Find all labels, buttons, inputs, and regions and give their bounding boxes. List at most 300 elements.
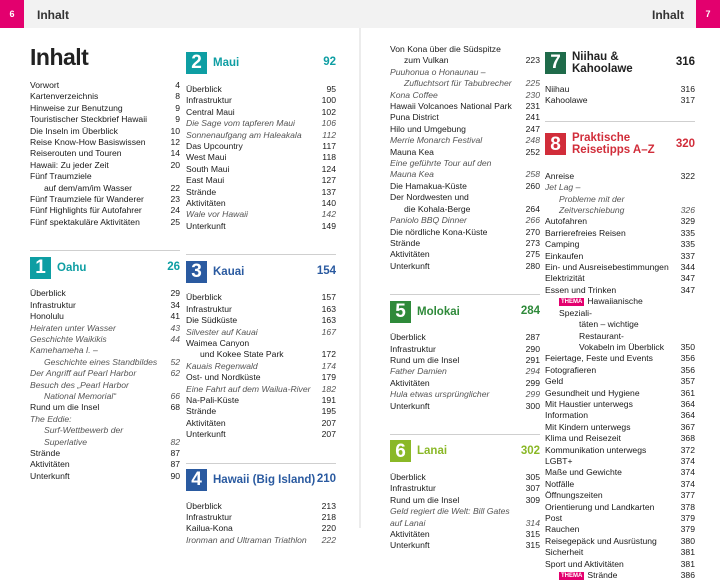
toc-entry-page: 357 [680,376,695,387]
toc-entry[interactable] [545,502,695,513]
front-matter-list [30,80,180,228]
toc-entry[interactable] [390,227,540,238]
toc-entry[interactable] [30,402,180,413]
chapter-list-reisetipps [545,171,695,581]
toc-entry-page: 222 [321,534,336,545]
toc-entry[interactable] [30,311,180,322]
toc-entry-title: Hawaii Volcanoes National Park [390,101,512,112]
toc-entry-page: 307 [525,483,540,494]
toc-entry[interactable] [30,345,180,356]
toc-entry-title: Geschichte Waikikis [30,333,107,344]
right-page-number: 7 [696,0,720,28]
toc-entry-title: Aktivitäten [30,459,70,470]
toc-entry-page: 361 [680,387,695,398]
toc-entry[interactable] [186,315,336,326]
toc-entry-page: 225 [525,78,540,89]
toc-entry[interactable] [390,44,540,55]
chapter-number: 2 [186,52,207,74]
toc-entry-title: East Maui [186,175,225,186]
chapter-heading-niihau[interactable] [545,46,695,78]
toc-entry-title: Fünf Highlights für Autofahrer [30,205,142,216]
toc-entry-title: Kahoolawe [545,95,588,106]
toc-entry[interactable] [30,194,180,205]
toc-entry-title: Wale vor Hawaii [186,209,248,220]
toc-entry-title: Unterkunft [390,540,430,551]
toc-entry-page: 149 [321,220,336,231]
toc-entry-title: Das Upcountry [186,141,243,152]
toc-entry[interactable] [30,114,180,125]
chapter-list-oahu [30,288,180,482]
toc-entry[interactable] [545,456,695,467]
toc-entry-title: Hula etwas ursprünglicher [390,389,490,400]
toc-entry-title: Besuch des „Pearl Harbor [30,379,129,390]
toc-entry-title: The Eddie: [30,413,72,424]
toc-entry-title: Notfälle [545,478,575,489]
toc-entry-page: 248 [525,135,540,146]
chapter-page: 210 [316,473,336,486]
toc-entry[interactable] [545,524,695,535]
toc-entry-page: 100 [321,95,336,106]
toc-entry[interactable] [30,80,180,91]
chapter-heading-maui[interactable] [186,46,336,78]
toc-entry-page: 163 [321,315,336,326]
toc-entry-page: 207 [321,417,336,428]
toc-entry-title: Ein- und Ausreisebestimmungen [545,262,669,273]
toc-entry-title: Aktivitäten [390,529,430,539]
toc-entry-title: auf dem/am/im Wasser [44,182,133,193]
toc-entry-page: 326 [680,205,695,216]
toc-entry-page: 356 [680,353,695,364]
toc-entry-title: Vorwort [30,80,60,90]
toc-entry-page: 379 [680,513,695,523]
toc-entry[interactable] [390,483,540,494]
toc-entry[interactable] [390,124,540,135]
toc-entry-title: THEMA Strände [561,570,618,581]
toc-entry-page: 9 [175,114,180,125]
toc-entry[interactable] [545,388,695,399]
toc-entry[interactable] [30,126,180,137]
toc-entry[interactable] [390,378,540,389]
toc-entry[interactable] [390,101,540,112]
toc-entry[interactable] [545,262,695,273]
toc-entry-page: 270 [525,226,540,237]
toc-entry-title: Probleme mit der Zeitverschiebung [559,193,625,216]
toc-entry[interactable] [390,540,540,551]
toc-entry-page: 344 [680,262,695,273]
toc-entry[interactable] [186,175,336,186]
toc-entry-page: 34 [170,299,180,310]
toc-entry-title: Überblick [186,84,222,94]
toc-entry[interactable] [545,353,695,364]
toc-entry[interactable] [545,84,695,95]
toc-entry[interactable] [30,205,180,216]
toc-entry-page: 163 [321,303,336,314]
chapter-page: 26 [167,261,180,274]
toc-entry-title: Rund um die Insel [30,402,100,413]
toc-entry[interactable] [545,467,695,478]
chapter-list-niihau [545,84,695,107]
toc-entry-page: 260 [525,180,540,191]
toc-entry-page: 41 [170,311,180,322]
toc-entry-title: Infrastruktur [186,303,232,314]
toc-entry[interactable] [390,215,540,226]
toc-entry-page: 14 [170,148,180,159]
toc-entry[interactable] [545,570,695,581]
toc-entry[interactable] [30,471,180,482]
toc-entry[interactable] [186,429,336,440]
toc-entry-title: Central Maui [186,106,235,117]
toc-entry[interactable] [30,300,180,311]
chapter-number: 7 [545,52,566,74]
toc-entry[interactable] [30,425,180,448]
toc-entry-page: 299 [525,389,540,400]
toc-entry-title: Mit Kindern unterwegs [545,421,631,432]
toc-entry[interactable] [390,506,540,529]
toc-entry[interactable] [186,395,336,406]
toc-entry-title: Hawaii: Zu jeder Zeit [30,159,109,170]
toc-entry-title: Klima und Reisezeit [545,433,621,444]
chapter-page: 320 [675,137,695,150]
toc-entry[interactable] [186,107,336,118]
chapter-name [572,132,676,156]
toc-entry[interactable] [30,288,180,299]
toc-entry-title: South Maui [186,163,230,174]
toc-entry-page: 44 [170,333,180,344]
toc-entry[interactable] [545,445,695,456]
toc-entry[interactable] [30,103,180,114]
toc-entry[interactable] [390,495,540,506]
toc-entry[interactable] [390,147,540,158]
toc-entry-title: Fünf spektakuläre Aktivitäten [30,216,140,227]
toc-entry-page: 124 [321,163,336,174]
toc-entry-title: Eine Fahrt auf dem Wailua-River [186,383,311,394]
toc-entry-page: 314 [525,517,540,528]
toc-entry[interactable] [545,399,695,410]
toc-entry-title: Überblick [30,288,66,299]
chapter-heading-oahu[interactable] [30,250,180,282]
toc-entry-title: Post [545,513,563,523]
toc-entry-title: Infrastruktur [390,483,436,494]
toc-entry-page: 8 [175,91,180,102]
toc-entry[interactable] [186,349,336,360]
toc-entry[interactable] [390,355,540,366]
toc-entry[interactable] [30,414,180,425]
toc-entry-page: 294 [525,366,540,377]
toc-entry[interactable] [545,273,695,284]
chapter-page: 302 [520,444,540,457]
chapter-list-maui [186,84,336,232]
toc-entry-title: Fotografieren [545,364,597,375]
chapter-heading-kauai[interactable] [186,254,336,286]
toc-entry-title: Waimea Canyon [186,337,250,348]
toc-entry-page: 106 [321,118,336,129]
toc-entry[interactable] [30,323,180,334]
toc-entry-page: 329 [680,216,695,227]
toc-entry[interactable] [186,95,336,106]
toc-entry-page: 220 [321,523,336,534]
chapter-heading-reisetipps[interactable] [545,121,695,165]
toc-entry-page: 356 [680,364,695,375]
toc-entry-title: Geld [545,376,564,387]
left-page-number: 6 [0,0,24,28]
chapter-number: 1 [30,257,51,279]
toc-entry-title: Reise Know-How Basiswissen [30,137,146,148]
toc-entry[interactable] [545,376,695,387]
toc-entry-page: 172 [321,349,336,360]
toc-entry-page: 309 [525,494,540,505]
toc-entry-page: 90 [170,470,180,481]
toc-entry-title: die Kohala-Berge [404,203,471,214]
toc-entry-page: 195 [321,406,336,417]
toc-entry[interactable] [545,342,695,353]
toc-entry[interactable] [186,384,336,395]
chapter-number: 5 [390,301,411,323]
toc-entry[interactable] [545,171,695,182]
toc-entry[interactable] [30,448,180,459]
toc-entry-title: Kailua-Kona [186,523,233,534]
toc-entry[interactable] [186,406,336,417]
toc-entry[interactable] [30,217,180,228]
toc-entry[interactable] [30,160,180,171]
toc-entry-title: Honolulu [30,311,64,322]
toc-entry[interactable] [390,90,540,101]
toc-entry[interactable] [186,512,336,523]
chapter-page: 92 [323,56,336,69]
toc-entry-page: 12 [170,137,180,148]
toc-entry[interactable] [390,158,540,181]
toc-entry[interactable] [390,401,540,412]
toc-entry[interactable] [545,410,695,421]
toc-entry-title: Orientierung und Landkarten [545,501,655,512]
chapter-heading-big-island[interactable] [186,463,336,495]
toc-entry[interactable] [545,559,695,570]
toc-entry[interactable] [186,164,336,175]
chapter-heading-lanai[interactable] [390,434,540,466]
toc-entry[interactable] [30,171,180,182]
toc-entry-title: Ost- und Nordküste [186,372,261,383]
toc-entry[interactable] [186,118,336,129]
toc-entry[interactable] [186,209,336,220]
toc-entry[interactable] [545,182,695,193]
toc-entry-title: Unterkunft [390,400,430,411]
chapter-page: 284 [520,304,540,317]
toc-entry[interactable] [186,501,336,512]
toc-entry[interactable] [186,130,336,141]
chapter-name-line-1: Praktische [572,132,631,145]
toc-entry-page: 102 [321,106,336,117]
toc-entry[interactable] [186,535,336,546]
toc-entry[interactable] [545,365,695,376]
column-1 [30,44,180,482]
toc-entry-page: 335 [680,227,695,238]
toc-entry-page: 315 [525,529,540,539]
toc-entry-page: 364 [680,410,695,421]
toc-entry[interactable] [545,547,695,558]
toc-entry[interactable] [545,285,695,296]
toc-entry-page: 95 [326,84,336,94]
toc-entry[interactable] [186,187,336,198]
toc-entry[interactable] [390,529,540,540]
toc-entry[interactable] [186,523,336,534]
toc-entry[interactable] [186,84,336,95]
toc-entry[interactable] [186,304,336,315]
toc-entry-title: Sport und Aktivitäten [545,558,624,569]
toc-entry[interactable] [545,433,695,444]
toc-entry-title: Zufluchtsort für Tabubrecher [404,78,512,89]
toc-entry-page: 10 [170,125,180,136]
column-3 [390,44,540,552]
toc-entry-title: Gesundheit und Hygiene [545,387,640,398]
toc-entry-page: 223 [525,55,540,66]
toc-entry-page: 137 [321,186,336,197]
toc-entry[interactable] [390,181,540,192]
toc-entry[interactable] [186,338,336,349]
toc-entry-title: National Memorial“ [44,390,117,401]
toc-entry-page: 87 [170,447,180,458]
toc-entry-page: 23 [170,194,180,205]
toc-entry[interactable] [390,67,540,78]
toc-entry[interactable] [390,55,540,66]
toc-entry[interactable] [30,391,180,402]
toc-entry[interactable] [390,261,540,272]
toc-entry[interactable] [30,357,180,368]
toc-entry-title: Überblick [186,500,222,511]
toc-entry-page: 335 [680,239,695,250]
toc-entry[interactable] [545,95,695,106]
toc-entry[interactable] [390,366,540,377]
toc-entry[interactable] [390,192,540,203]
toc-entry-page: 43 [170,322,180,333]
toc-entry[interactable] [186,152,336,163]
toc-entry-title: Surf-Wettbewerb der Superlative [44,425,124,447]
toc-entry-title: Fünf Traumziele für Wanderer [30,194,144,205]
chapter-name: Molokai [417,305,460,318]
chapter-page: 316 [675,56,695,69]
toc-entry[interactable] [186,361,336,372]
toc-entry[interactable] [390,249,540,260]
chapter-list-kauai [186,292,336,440]
toc-entry[interactable] [545,536,695,547]
toc-entry-title: und Kokee State Park [200,349,284,360]
chapter-name: Hawaii (Big Island) [213,474,316,487]
page-gutter [359,28,361,528]
toc-entry[interactable] [30,334,180,345]
toc-entry-page: 280 [525,260,540,271]
toc-entry[interactable] [186,198,336,209]
toc-entry-title: Unterkunft [30,470,70,481]
toc-entry[interactable] [30,91,180,102]
toc-entry[interactable] [390,112,540,123]
toc-entry-page: 381 [680,558,695,569]
toc-entry-title: Reisegepäck und Ausrüstung [545,535,657,546]
toc-entry[interactable] [30,148,180,159]
toc-entry[interactable] [30,368,180,379]
toc-entry[interactable] [186,327,336,338]
toc-entry-page: 87 [170,459,180,470]
toc-entry[interactable] [186,141,336,152]
toc-entry-title: Infrastruktur [186,511,232,522]
toc-entry-page: 379 [680,524,695,535]
toc-entry-title: Infrastruktur [390,343,436,354]
toc-entry-title: Elektrizität [545,273,585,284]
toc-entry[interactable] [545,422,695,433]
toc-entry-title: Einkaufen [545,250,584,261]
toc-entry-title: Strände [186,406,217,417]
column-2 [186,44,336,546]
toc-entry[interactable] [30,380,180,391]
toc-entry-title: Kauais Regenwald [186,360,258,371]
toc-entry-title: Sonnenaufgang am Haleakala [186,129,302,140]
toc-entry-title: Feiertage, Feste und Events [545,353,653,364]
contents-title: Inhalt [30,44,89,70]
toc-entry[interactable] [186,221,336,232]
toc-entry-title: Von Kona über die Südspitze [390,44,501,54]
toc-entry[interactable] [390,344,540,355]
toc-entry-title: Die Hamakua-Küste [390,180,467,191]
toc-entry-page: 315 [525,540,540,551]
toc-entry-page: 367 [680,421,695,432]
toc-entry[interactable] [390,135,540,146]
toc-entry[interactable] [390,238,540,249]
toc-entry-title: Maße und Gewichte [545,467,622,478]
toc-entry[interactable] [545,513,695,524]
toc-entry[interactable] [30,183,180,194]
toc-entry[interactable] [390,472,540,483]
toc-entry-page: 347 [680,284,695,295]
toc-entry[interactable] [545,479,695,490]
toc-entry-title: LGBT+ [545,455,573,466]
toc-entry-page: 82 [170,436,180,447]
toc-entry-page: 218 [321,511,336,522]
toc-entry[interactable] [545,216,695,227]
chapter-name: Oahu [57,261,87,274]
toc-entry-page: 378 [680,501,695,512]
toc-entry-page: 22 [170,182,180,193]
toc-entry-title: Heiraten unter Wasser [30,322,116,333]
toc-entry-page: 266 [525,215,540,226]
toc-entry-page: 374 [680,467,695,478]
toc-entry[interactable] [390,389,540,400]
toc-entry[interactable] [545,228,695,239]
toc-entry-title: Die Südküste [186,315,238,326]
toc-entry[interactable] [545,490,695,501]
toc-entry-title: Mauna Kea [390,146,434,157]
toc-entry[interactable] [186,372,336,383]
toc-entry-title: Vokabeln im Überblick [579,341,665,352]
toc-entry-title: Aktivitäten [186,417,226,428]
toc-entry[interactable] [390,204,540,215]
toc-entry[interactable] [545,194,695,217]
toc-entry-title: Fünf Traumziele [30,171,92,182]
toc-entry[interactable] [545,319,695,342]
toc-entry-page: 380 [680,535,695,546]
toc-entry[interactable] [390,78,540,89]
toc-entry-page: 213 [321,500,336,511]
toc-entry[interactable] [186,292,336,303]
toc-entry-title: Der Angriff auf Pearl Harbor [30,368,137,379]
chapter-name: Niihau & Kahoolawe [572,51,633,75]
toc-entry[interactable] [30,137,180,148]
toc-entry[interactable] [545,296,695,319]
toc-entry[interactable] [545,251,695,262]
toc-entry-title: Geschichte eines Standbildes [44,356,158,367]
toc-entry[interactable] [545,239,695,250]
toc-entry[interactable] [390,332,540,343]
toc-entry[interactable] [186,418,336,429]
toc-entry-page: 191 [321,394,336,405]
chapter-heading-molokai[interactable] [390,294,540,326]
toc-entry[interactable] [30,459,180,470]
